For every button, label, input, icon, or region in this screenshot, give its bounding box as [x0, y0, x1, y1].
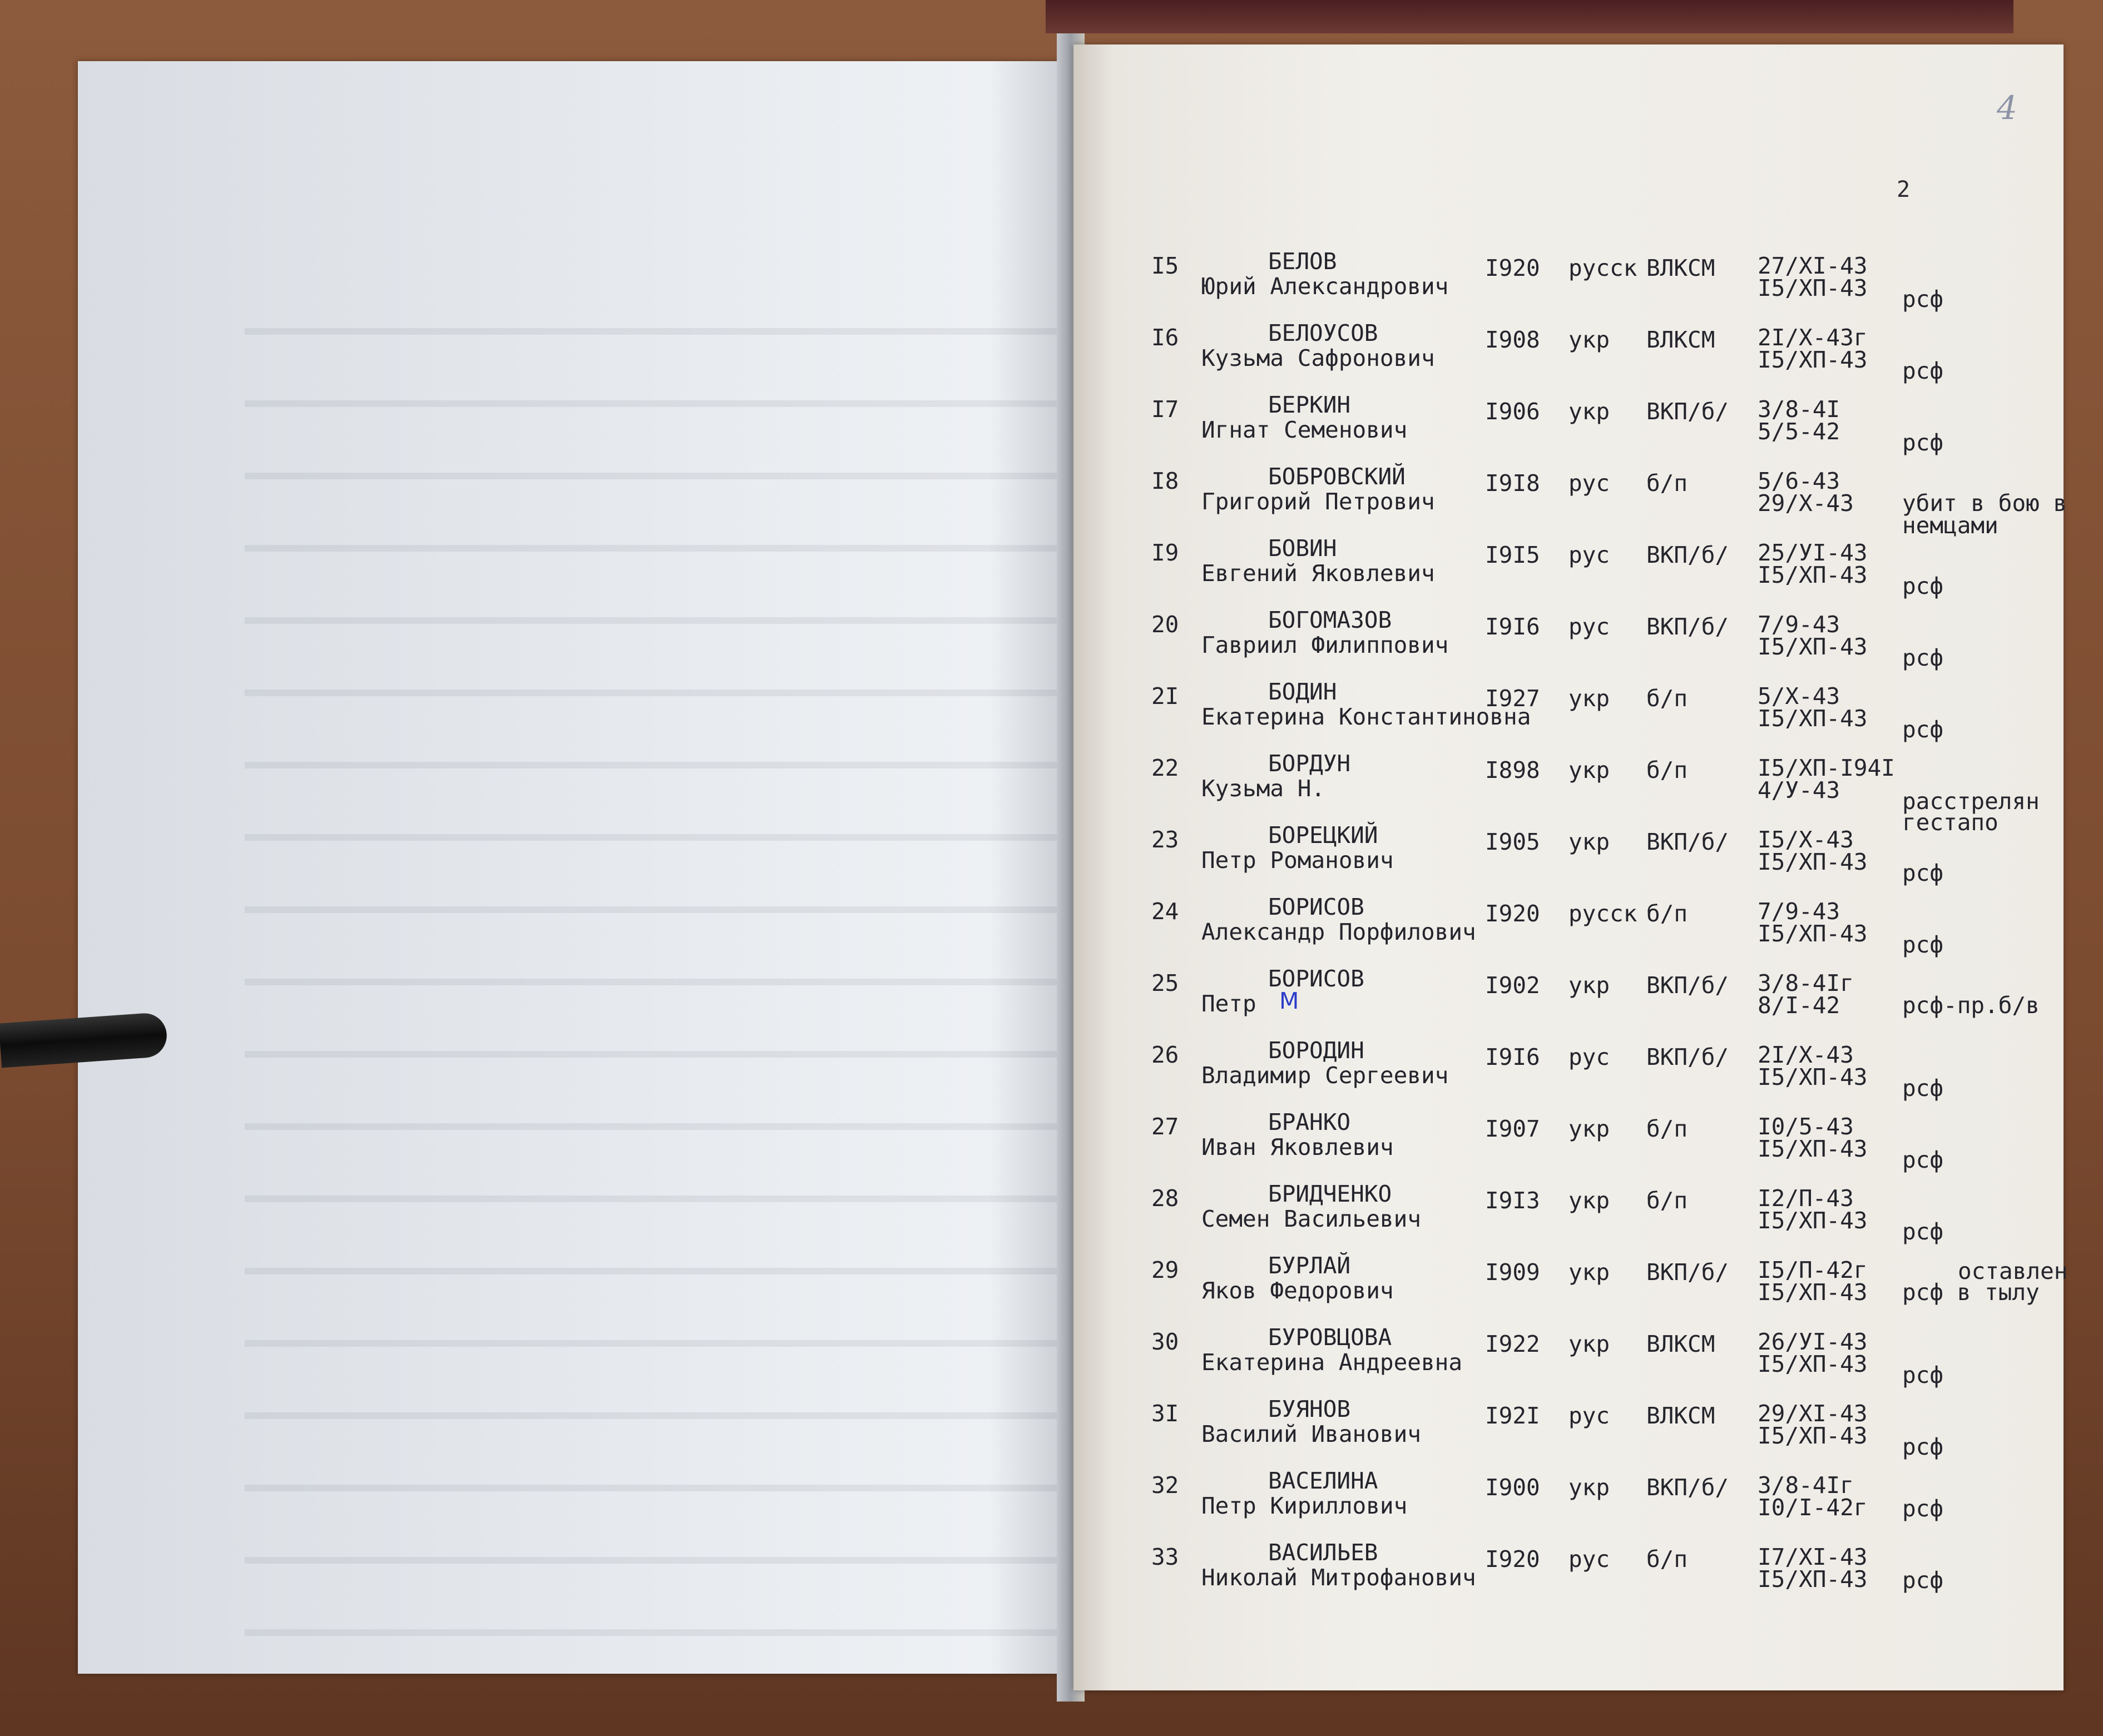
- entry-number: I9: [1151, 539, 1179, 566]
- entry-given-name: Николай Митрофанович: [1201, 1564, 1476, 1591]
- entry-birth-year: I909: [1485, 1259, 1540, 1286]
- handwritten-initial: М: [1279, 988, 1299, 1014]
- entry-birth-year: I922: [1485, 1331, 1540, 1357]
- entry-given-name: Иван Яковлевич: [1201, 1134, 1394, 1160]
- entry-party: ВЛКСМ: [1646, 255, 1715, 281]
- entry-nationality: укр: [1568, 757, 1610, 783]
- folio-number: 4: [1997, 89, 2017, 127]
- entry-surname: БРИДЧЕНКО: [1268, 1181, 1392, 1207]
- list-item: [1146, 1467, 2086, 1541]
- entry-nationality: русск: [1568, 900, 1637, 927]
- entry-date-joined: I2/П-43: [1758, 1185, 1854, 1212]
- entry-date-joined: 25/УI-43: [1758, 539, 1868, 566]
- entry-number: 29: [1151, 1257, 1179, 1283]
- list-item: [1146, 896, 2086, 968]
- entry-given-name: Василий Иванович: [1201, 1421, 1421, 1447]
- entry-date-joined: 5/6-43: [1758, 468, 1840, 494]
- entry-given-name: Семен Васильевич: [1201, 1206, 1421, 1232]
- entry-number: I6: [1151, 324, 1179, 351]
- entry-date-left: I5/XП-43: [1758, 1064, 1868, 1090]
- entry-note: рсф: [1902, 286, 1944, 313]
- entry-surname: БОБРОВСКИЙ: [1268, 463, 1406, 490]
- bleed-through-text: [245, 272, 1079, 1663]
- list-item: [1146, 391, 2086, 465]
- entry-party: ВКП/б/: [1646, 829, 1729, 855]
- entry-date-left: 4/У-43: [1758, 777, 1840, 803]
- entry-surname: БУЯНОВ: [1268, 1396, 1351, 1422]
- entry-number: 27: [1151, 1113, 1179, 1140]
- entry-date-left: I5/XП-43: [1758, 705, 1868, 732]
- entry-number: 33: [1151, 1544, 1179, 1570]
- entry-party: ВЛКСМ: [1646, 1331, 1715, 1357]
- entry-birth-year: I908: [1485, 326, 1540, 353]
- list-item: [1146, 1254, 2086, 1326]
- entry-surname: БЕРКИН: [1268, 391, 1351, 418]
- list-item: [1146, 1111, 2086, 1183]
- entry-date-left: I5/XП-43: [1758, 346, 1868, 373]
- entry-surname: БОДИН: [1268, 678, 1337, 705]
- entry-birth-year: I9I6: [1485, 613, 1540, 640]
- entry-given-name: Екатерина Константиновна: [1201, 703, 1531, 730]
- entry-nationality: русск: [1568, 255, 1637, 281]
- entry-nationality: рус: [1568, 542, 1610, 568]
- entry-party: ВКП/б/: [1646, 542, 1729, 568]
- page-number: 2: [1897, 177, 1911, 202]
- entry-party: б/п: [1646, 900, 1688, 927]
- entry-party: ВКП/б/: [1646, 398, 1729, 425]
- entry-date-left: 5/5-42: [1758, 418, 1840, 445]
- entry-nationality: укр: [1568, 829, 1610, 855]
- entry-number: 24: [1151, 898, 1179, 925]
- entry-party: б/п: [1646, 1115, 1688, 1142]
- entry-date-joined: I0/5-43: [1758, 1113, 1854, 1140]
- entry-note: рсф: [1902, 1218, 1944, 1245]
- list-item: [1146, 465, 2086, 537]
- entry-surname: БУРОВЦОВА: [1268, 1324, 1392, 1351]
- entry-nationality: укр: [1568, 1259, 1610, 1286]
- entry-party: б/п: [1646, 1546, 1688, 1573]
- entry-note-continued: немцами: [1902, 512, 1998, 539]
- entry-date-left: I5/XП-43: [1758, 1351, 1868, 1377]
- list-item: [1146, 678, 2086, 752]
- entry-date-left: I0/I-42г: [1758, 1494, 1868, 1521]
- entry-note: рсф: [1902, 1075, 1944, 1102]
- list-item: [1146, 537, 2086, 609]
- entry-given-name: Екатерина Андреевна: [1201, 1349, 1462, 1376]
- entry-note: рсф: [1902, 1434, 1944, 1460]
- entry-date-joined: 5/X-43: [1758, 683, 1840, 710]
- entry-nationality: укр: [1568, 1331, 1610, 1357]
- entry-nationality: рус: [1568, 470, 1610, 497]
- entry-number: 25: [1151, 970, 1179, 996]
- entry-birth-year: I9I5: [1485, 542, 1540, 568]
- list-item: [1146, 250, 2086, 322]
- entry-date-joined: 26/УI-43: [1758, 1328, 1868, 1355]
- entry-date-left: I5/XП-43: [1758, 633, 1868, 660]
- entry-note-continued: гестапо: [1902, 809, 1998, 836]
- entry-number: 23: [1151, 826, 1179, 853]
- entry-party: ВКП/б/: [1646, 1044, 1729, 1070]
- entry-number: 32: [1151, 1472, 1179, 1499]
- entry-note: расстрелян: [1902, 788, 2040, 815]
- entry-date-joined: I5/XП-I94I: [1758, 755, 1895, 781]
- list-item: [1146, 824, 2086, 896]
- entry-date-left: I5/XП-43: [1758, 1207, 1868, 1234]
- entry-date-joined: 3/8-4Iг: [1758, 970, 1854, 996]
- entry-date-joined: 7/9-43: [1758, 898, 1840, 925]
- entry-birth-year: I92I: [1485, 1402, 1540, 1429]
- entry-date-joined: 3/8-4Iг: [1758, 1472, 1854, 1499]
- left-page: [78, 61, 1068, 1674]
- list-item: [1146, 965, 2086, 1039]
- entry-note: рсф-пр.б/в: [1902, 992, 2040, 1019]
- entry-number: I8: [1151, 468, 1179, 494]
- entry-note: рсф: [1902, 860, 1944, 886]
- entry-date-left: I5/XП-43: [1758, 275, 1868, 301]
- entry-note: рсф в тылу: [1902, 1279, 2040, 1306]
- entry-number: 3I: [1151, 1400, 1179, 1427]
- entry-nationality: рус: [1568, 1402, 1610, 1429]
- entry-note-top: оставлен: [1958, 1258, 2068, 1284]
- entry-birth-year: I9I6: [1485, 1044, 1540, 1070]
- entry-date-joined: I5/X-43: [1758, 826, 1854, 853]
- entry-date-left: I5/XП-43: [1758, 1135, 1868, 1162]
- entry-date-joined: I5/П-42г: [1758, 1257, 1868, 1283]
- entry-given-name: Евгений Яковлевич: [1201, 560, 1435, 587]
- entry-given-name: Петр Романович: [1201, 847, 1394, 874]
- entry-given-name: Игнат Семенович: [1201, 416, 1408, 443]
- entry-birth-year: I906: [1485, 398, 1540, 425]
- list-item: [1146, 322, 2086, 394]
- entry-date-joined: 2I/X-43: [1758, 1041, 1854, 1068]
- entry-number: 26: [1151, 1041, 1179, 1068]
- entry-date-left: 29/X-43: [1758, 490, 1854, 517]
- entry-given-name: Яков Федорович: [1201, 1277, 1394, 1304]
- entry-nationality: рус: [1568, 1044, 1610, 1070]
- entry-birth-year: I920: [1485, 1546, 1540, 1573]
- entry-note: рсф: [1902, 1495, 1944, 1522]
- entry-date-left: I5/XП-43: [1758, 920, 1868, 947]
- entry-date-left: I5/XП-43: [1758, 1566, 1868, 1593]
- entry-party: б/п: [1646, 757, 1688, 783]
- entry-date-left: I5/XП-43: [1758, 562, 1868, 588]
- entry-party: б/п: [1646, 685, 1688, 712]
- entry-number: I7: [1151, 396, 1179, 423]
- entry-date-joined: 3/8-4I: [1758, 396, 1840, 423]
- list-item: [1146, 1398, 2086, 1470]
- entry-date-left: I5/XП-43: [1758, 1279, 1868, 1306]
- entry-date-left: 8/I-42: [1758, 992, 1840, 1019]
- list-item: [1146, 1039, 2086, 1111]
- list-item: [1146, 1326, 2086, 1398]
- entry-birth-year: I920: [1485, 255, 1540, 281]
- entry-note: рсф: [1902, 1567, 1944, 1594]
- entry-party: б/п: [1646, 470, 1688, 497]
- entry-birth-year: I902: [1485, 972, 1540, 999]
- entry-given-name: Владимир Сергеевич: [1201, 1062, 1449, 1089]
- entry-surname: БОРЕЦКИЙ: [1268, 822, 1378, 849]
- entry-party: ВКП/б/: [1646, 1474, 1729, 1501]
- entry-nationality: укр: [1568, 1474, 1610, 1501]
- entry-party: ВЛКСМ: [1646, 326, 1715, 353]
- entry-note: рсф: [1902, 716, 1944, 743]
- entry-birth-year: I927: [1485, 685, 1540, 712]
- entry-surname: БРАНКО: [1268, 1109, 1351, 1135]
- entry-given-name: Кузьма Сафронович: [1201, 345, 1435, 371]
- entry-surname: БОВИН: [1268, 535, 1337, 562]
- entry-nationality: укр: [1568, 972, 1610, 999]
- entry-number: 2I: [1151, 683, 1179, 710]
- entry-surname: ВАСИЛЬЕВ: [1268, 1539, 1378, 1566]
- entry-party: ВКП/б/: [1646, 972, 1729, 999]
- entry-birth-year: I9I3: [1485, 1187, 1540, 1214]
- entry-surname: БЕЛОВ: [1268, 248, 1337, 275]
- entry-given-name: Кузьма Н.: [1201, 775, 1325, 802]
- entry-date-left: I5/XП-43: [1758, 1422, 1868, 1449]
- entry-number: 30: [1151, 1328, 1179, 1355]
- entry-note: рсф: [1902, 644, 1944, 671]
- entry-note: рсф: [1902, 1147, 1944, 1173]
- entry-surname: БОРИСОВ: [1268, 894, 1364, 920]
- entry-nationality: укр: [1568, 326, 1610, 353]
- entry-birth-year: I905: [1485, 829, 1540, 855]
- entry-birth-year: I9I8: [1485, 470, 1540, 497]
- entry-note: рсф: [1902, 931, 1944, 958]
- entry-date-joined: 2I/X-43г: [1758, 324, 1868, 351]
- entry-surname: БУРЛАЙ: [1268, 1252, 1351, 1279]
- entry-surname: БОРОДИН: [1268, 1037, 1364, 1064]
- book-cover-edge: [1046, 0, 2013, 33]
- entry-note: рсф: [1902, 358, 1944, 384]
- entry-given-name: Григорий Петрович: [1201, 488, 1435, 515]
- entry-birth-year: I900: [1485, 1474, 1540, 1501]
- entry-nationality: укр: [1568, 1187, 1610, 1214]
- entry-date-left: I5/XП-43: [1758, 849, 1868, 875]
- entry-given-name: Александр Порфилович: [1201, 919, 1476, 945]
- entry-number: 28: [1151, 1185, 1179, 1212]
- entry-number: 22: [1151, 755, 1179, 781]
- entry-given-name: Петр Кириллович: [1201, 1492, 1408, 1519]
- entry-nationality: укр: [1568, 1115, 1610, 1142]
- list-item: [1146, 1541, 2086, 1613]
- list-item: [1146, 609, 2086, 681]
- entry-given-name: Петр: [1201, 990, 1256, 1017]
- entry-surname: БОРИСОВ: [1268, 965, 1364, 992]
- entry-given-name: Юрий Александрович: [1201, 273, 1449, 300]
- entry-surname: БЕЛОУСОВ: [1268, 320, 1378, 346]
- entry-number: I5: [1151, 252, 1179, 279]
- entry-party: б/п: [1646, 1187, 1688, 1214]
- personnel-list: [1146, 250, 2086, 1613]
- entry-birth-year: I907: [1485, 1115, 1540, 1142]
- entry-birth-year: I898: [1485, 757, 1540, 783]
- entry-birth-year: I920: [1485, 900, 1540, 927]
- entry-number: 20: [1151, 611, 1179, 638]
- entry-note: рсф: [1902, 429, 1944, 456]
- entry-date-joined: 29/XI-43: [1758, 1400, 1868, 1427]
- list-item: [1146, 1183, 2086, 1254]
- entry-surname: БОГОМАЗОВ: [1268, 607, 1392, 633]
- entry-surname: БОРДУН: [1268, 750, 1351, 777]
- entry-note: рсф: [1902, 1362, 1944, 1388]
- entry-note: рсф: [1902, 573, 1944, 599]
- entry-date-joined: 27/XI-43: [1758, 252, 1868, 279]
- entry-nationality: рус: [1568, 1546, 1610, 1573]
- entry-nationality: укр: [1568, 398, 1610, 425]
- entry-party: ВКП/б/: [1646, 1259, 1729, 1286]
- entry-party: ВКП/б/: [1646, 613, 1729, 640]
- entry-party: ВЛКСМ: [1646, 1402, 1715, 1429]
- entry-given-name: Гавриил Филиппович: [1201, 632, 1449, 658]
- entry-surname: ВАСЕЛИНА: [1268, 1467, 1378, 1494]
- entry-nationality: укр: [1568, 685, 1610, 712]
- entry-note: убит в бою в: [1902, 490, 2067, 517]
- entry-date-joined: 7/9-43: [1758, 611, 1840, 638]
- entry-nationality: рус: [1568, 613, 1610, 640]
- entry-date-joined: I7/XI-43: [1758, 1544, 1868, 1570]
